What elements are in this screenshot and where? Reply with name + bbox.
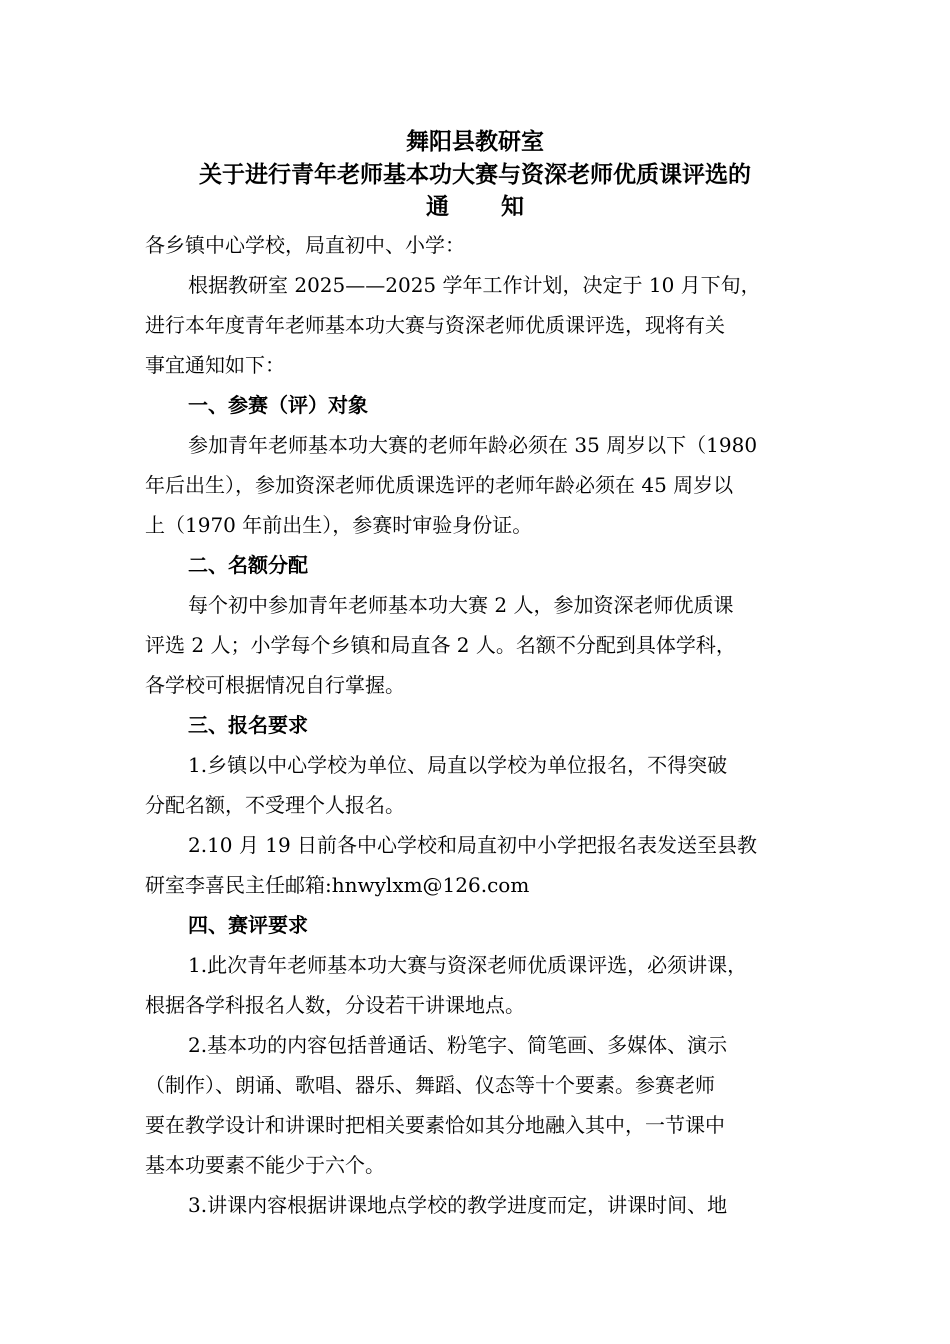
section-heading: 三、报名要求: [188, 713, 308, 737]
body-line: 各学校可根据情况自行掌握。: [145, 673, 405, 697]
body-line: 年后出生），参加资深老师优质课选评的老师年龄必须在 45 周岁以: [145, 473, 734, 497]
body-line: 每个初中参加青年老师基本功大赛 2 人，参加资深老师优质课: [188, 593, 734, 617]
body-line: 基本功要素不能少于六个。: [145, 1153, 385, 1177]
body-line: 2.基本功的内容包括普通话、粉笔字、简笔画、多媒体、演示: [188, 1033, 728, 1057]
document-title-org: 舞阳县教研室: [406, 129, 544, 155]
body-line-email: 研室李喜民主任邮箱:hnwylxm@126.com: [145, 873, 530, 897]
body-line: 根据各学科报名人数，分设若干讲课地点。: [145, 993, 525, 1017]
document-title-subject: 关于进行青年老师基本功大赛与资深老师优质课评选的: [199, 162, 751, 188]
salutation: 各乡镇中心学校，局直初中、小学：: [145, 233, 465, 257]
body-line: 根据教研室 2025——2025 学年工作计划，决定于 10 月下旬，: [188, 273, 761, 297]
body-line: 参加青年老师基本功大赛的老师年龄必须在 35 周岁以下（1980: [188, 433, 758, 457]
body-line: 上（1970 年前出生），参赛时审验身份证。: [145, 513, 533, 537]
body-line: 评选 2 人；小学每个乡镇和局直各 2 人。名额不分配到具体学科，: [145, 633, 736, 657]
notice-char-2: 知: [501, 194, 524, 220]
section-heading: 一、参赛（评）对象: [188, 393, 368, 417]
document-title-notice: [0, 192, 950, 222]
section-heading: 二、名额分配: [188, 553, 308, 577]
body-line: 3.讲课内容根据讲课地点学校的教学进度而定，讲课时间、地: [188, 1193, 728, 1217]
body-line: 2.10 月 19 日前各中心学校和局直初中小学把报名表发送至县教: [188, 833, 758, 857]
body-line: 要在教学设计和讲课时把相关要素恰如其分地融入其中，一节课中: [145, 1113, 725, 1137]
body-line: 进行本年度青年老师基本功大赛与资深老师优质课评选，现将有关: [145, 313, 725, 337]
body-line: 1.此次青年老师基本功大赛与资深老师优质课评选，必须讲课，: [188, 953, 748, 977]
notice-char-1: 通: [426, 194, 449, 220]
section-heading: 四、赛评要求: [188, 913, 308, 937]
body-line: （制作）、朗诵、歌唱、器乐、舞蹈、仪态等十个要素。参赛老师: [145, 1073, 715, 1097]
body-line: 1.乡镇以中心学校为单位、局直以学校为单位报名，不得突破: [188, 753, 728, 777]
body-line: 分配名额，不受理个人报名。: [145, 793, 405, 817]
body-line: 事宜通知如下：: [145, 353, 285, 377]
